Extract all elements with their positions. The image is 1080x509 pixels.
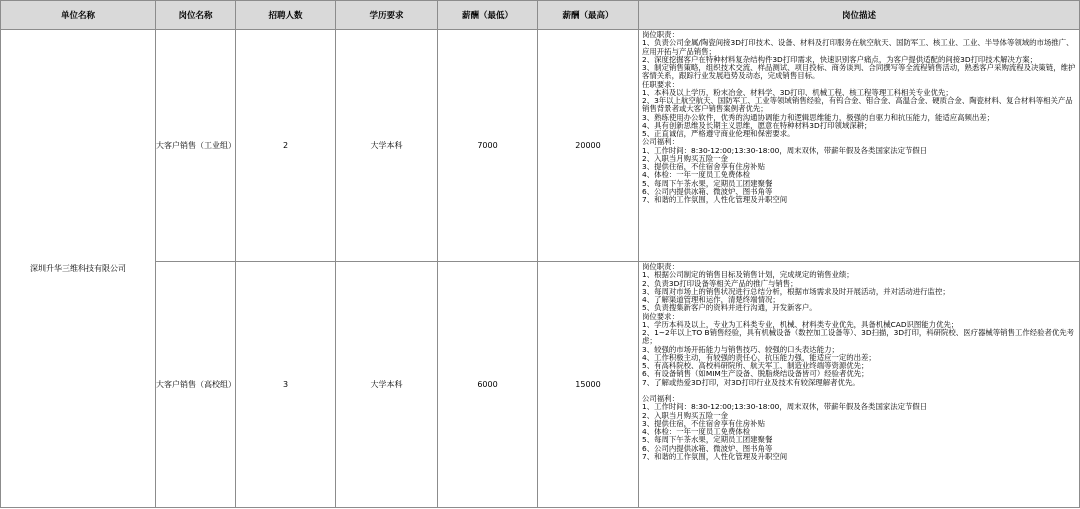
description-line: 3、制定销售策略，组织技术交流、样品测试、项目投标、商务谈判、合同撰写等全流程销售活动，熟悉客户采购流程及决策链，维护客情关系，跟踪行业发展趋势及动态，完成销售目标。 [642, 63, 1076, 81]
description-line: 4、具有创新思维及长期主义思维，愿意在特种材料3D打印领域深耕； [642, 120, 872, 130]
position-cell: 大客户销售（工业组） [156, 30, 236, 262]
header-row [1, 1, 1080, 30]
description-line: 6、公司内提供冰箱、微波炉、图书角等 [642, 186, 773, 196]
description-line: 1、负责公司金属/陶瓷间接3D打印技术、设备、材料及打印服务在航空航天、国防军工、核工业、工业、半导体等领域的市场推广、应用开拓与产品销售； [642, 38, 1074, 56]
description-line: 7、和谐的工作氛围，人性化管理及升职空间 [642, 195, 788, 204]
description-line: 3、提供住宿，不住宿舍享有住房补贴 [642, 162, 765, 171]
description-line: 1、工作时间：8:30-12:00;13:30-18:00，周末双休，带薪年假及各类国家法定节假日 [642, 402, 928, 412]
description-line: 岗位职责： [642, 30, 679, 39]
salary-min-cell: 7000 [438, 30, 538, 262]
description-line: 公司福利： [642, 394, 679, 403]
description-line: 2、入职当月购买五险一金 [642, 153, 729, 163]
header-salary-max: 薪酬（最高） [538, 1, 639, 30]
description-line: 7、了解或热爱3D打印，对3D打印行业及技术有较深理解者优先。 [642, 377, 860, 387]
description-line: 任职要求： [642, 79, 679, 89]
header-count: 招聘人数 [236, 1, 336, 30]
description-line: 3、较强的市场开拓能力与销售技巧、较强的口头表达能力； [642, 344, 839, 354]
position-cell: 大客户销售（高校组） [156, 262, 236, 508]
description-line: 1、根据公司制定的销售目标及销售计划，完成规定的销售业绩； [642, 270, 854, 280]
description-line: 3、提供住宿，不住宿舍享有住房补贴 [642, 418, 765, 428]
salary-max-cell: 20000 [538, 30, 639, 262]
description-line: 4、工作积极主动，有较强的责任心，抗压能力强，能适应一定的出差； [642, 352, 876, 362]
education-cell: 大学本科 [336, 262, 438, 508]
count-cell: 2 [236, 30, 336, 262]
description-line: 2、负责3D打印设备等相关产品的推广与销售； [642, 278, 798, 288]
description-line: 6、有设备销售（如MIM生产设备、脱脂烧结设备皆可）经验者优先； [642, 369, 869, 379]
description-line [642, 387, 1077, 395]
description-line: 2、深度挖掘客户在特种材料复杂结构件3D打印需求，快速识别客户痛点，为客户提供适配的间接3D打印技术解决方案； [642, 54, 1038, 64]
description-line: 2、1~2年以上TO B销售经验，具有机械设备（数控加工设备等）、3D扫描，3D打印，科研院校、医疗器械等销售工作经验者优先考虑； [642, 328, 1075, 346]
header-company: 单位名称 [1, 1, 156, 30]
description-line: 岗位要求： [642, 311, 679, 321]
description-cell [639, 262, 1080, 508]
description-cell [639, 30, 1080, 262]
salary-min-cell: 6000 [438, 262, 538, 508]
description-line: 5、每周下午茶水果，定期员工团建聚餐 [642, 178, 773, 188]
header-description: 岗位描述 [639, 1, 1080, 30]
company-cell: 深圳升华三维科技有限公司 [1, 30, 156, 508]
description-line: 5、有高科院校、高校科研院所、航天军工、制造业终端等资源优先； [642, 361, 869, 370]
header-salary-min: 薪酬（最低） [438, 1, 538, 30]
description-line: 1、学历本科及以上，专业为工科类专业，机械、材料类专业优先，具备机械CAD识图能力优先； [642, 319, 959, 329]
description-line: 5、每周下午茶水果，定期员工团建聚餐 [642, 435, 773, 445]
description-line: 6、公司内提供冰箱、微波炉、图书角等 [642, 443, 773, 453]
description-line: 1、本科及以上学历，粉末冶金、材料学、3D打印、机械工程、核工程等理工科相关专业优先； [642, 87, 953, 97]
description-line: 3、每周对市场上的销售状况进行总结分析，根据市场需求及时开展活动，并对活动进行监控； [642, 286, 950, 296]
description-line: 3、熟练使用办公软件，优秀的沟通协调能力和逻辑思维能力，极强的自驱力和抗压能力，能适应高频出差； [642, 112, 995, 122]
description-line: 4、体检：一年一度员工免费体检 [642, 170, 751, 180]
description-line: 2、入职当月购买五险一金 [642, 410, 729, 420]
salary-max-cell: 15000 [538, 262, 639, 508]
description-line: 1、工作时间：8:30-12:00;13:30-18:00，周末双休，带薪年假及各类国家法定节假日 [642, 145, 928, 155]
header-position: 岗位名称 [156, 1, 236, 30]
count-cell: 3 [236, 262, 336, 508]
table-row [1, 30, 1080, 262]
table-row [1, 262, 1080, 508]
description-line: 4、体检：一年一度员工免费体检 [642, 427, 751, 436]
description-line: 4、了解渠道管理和运作，清楚终端情况； [642, 295, 780, 304]
description-line: 5、负责搜集新客户的资料并进行沟通，开发新客户。 [642, 303, 817, 313]
education-cell: 大学本科 [336, 30, 438, 262]
header-education: 学历要求 [336, 1, 438, 30]
description-line: 7、和谐的工作氛围，人性化管理及升职空间 [642, 451, 788, 461]
description-line: 5、正直诚信，严格遵守商业伦理和保密要求。 [642, 129, 795, 138]
description-line: 2、3年以上航空航天、国防军工、工业等领域销售经验，有钨合金、钼合金、高温合金、硬质合金、陶瓷材料、复合材料等相关产品销售背景者或大客户销售案例者优先； [642, 96, 1073, 114]
description-line: 岗位职责： [642, 262, 679, 271]
description-line: 公司福利： [642, 137, 679, 147]
